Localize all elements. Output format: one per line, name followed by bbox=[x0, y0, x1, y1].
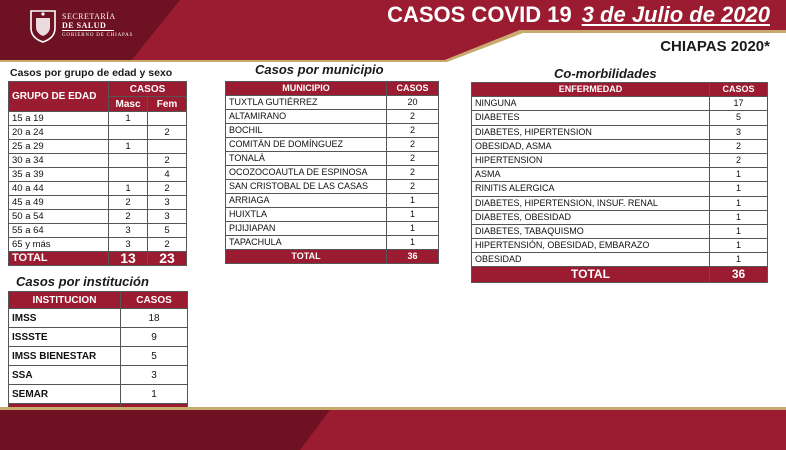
disease-name-cell: DIABETES, HIPERTENSION, INSUF. RENAL bbox=[472, 196, 710, 210]
table-row bbox=[472, 125, 768, 139]
table-row bbox=[472, 153, 768, 167]
table-row bbox=[9, 140, 187, 154]
disease-cases-cell: 2 bbox=[710, 153, 768, 167]
age-group-cell: 40 a 44 bbox=[9, 182, 109, 196]
institution-title: Casos por institución bbox=[16, 274, 149, 289]
municipality-name-cell: OCOZOCOAUTLA DE ESPINOSA bbox=[226, 166, 387, 180]
age-group-cell: 65 y más bbox=[9, 238, 109, 252]
disease-cases-cell: 3 bbox=[710, 125, 768, 139]
table-row bbox=[9, 347, 188, 366]
municipality-cases-cell: 2 bbox=[387, 152, 439, 166]
comorbidities-table bbox=[471, 82, 768, 283]
table-row bbox=[472, 196, 768, 210]
municipality-cases-cell: 2 bbox=[387, 138, 439, 152]
table-row bbox=[472, 182, 768, 196]
municipality-name-cell: TAPACHULA bbox=[226, 236, 387, 250]
institution-name-cell: SEMAR bbox=[9, 385, 121, 404]
male-cases-cell: 1 bbox=[109, 112, 148, 126]
female-cases-cell: 3 bbox=[148, 196, 187, 210]
age-total-label: TOTAL bbox=[9, 252, 109, 266]
age-group-cell: 50 a 54 bbox=[9, 210, 109, 224]
disease-cases-cell: 17 bbox=[710, 97, 768, 111]
table-row bbox=[472, 210, 768, 224]
municipality-cases-cell: 2 bbox=[387, 110, 439, 124]
disease-cases-cell: 1 bbox=[710, 182, 768, 196]
disease-cases-cell: 1 bbox=[710, 253, 768, 267]
municipality-name-cell: COMITÁN DE DOMÍNGUEZ bbox=[226, 138, 387, 152]
male-cases-cell: 3 bbox=[109, 224, 148, 238]
table-row bbox=[226, 166, 439, 180]
comorbidities-total-row bbox=[472, 267, 768, 283]
col-disease: ENFERMEDAD bbox=[472, 83, 710, 97]
table-row bbox=[226, 194, 439, 208]
municipality-cases-cell: 1 bbox=[387, 194, 439, 208]
municipality-cases-cell: 2 bbox=[387, 180, 439, 194]
col-municipality: MUNICIPIO bbox=[226, 82, 387, 96]
disease-name-cell: ASMA bbox=[472, 168, 710, 182]
table-row bbox=[226, 236, 439, 250]
col-cases: CASOS bbox=[387, 82, 439, 96]
table-row bbox=[226, 208, 439, 222]
female-cases-cell: 5 bbox=[148, 224, 187, 238]
disease-name-cell: OBESIDAD bbox=[472, 253, 710, 267]
male-cases-cell: 2 bbox=[109, 210, 148, 224]
age-sex-title: Casos por grupo de edad y sexo bbox=[10, 67, 173, 79]
comorbidities-total-label: TOTAL bbox=[472, 267, 710, 283]
comorbidities-total-value: 36 bbox=[710, 267, 768, 283]
female-cases-cell: 2 bbox=[148, 126, 187, 140]
table-row bbox=[9, 168, 187, 182]
table-row bbox=[9, 112, 187, 126]
age-total-row bbox=[9, 252, 187, 266]
disease-name-cell: RINITIS ALERGICA bbox=[472, 182, 710, 196]
male-cases-cell: 1 bbox=[109, 140, 148, 154]
table-row bbox=[9, 154, 187, 168]
municipality-name-cell: SAN CRISTOBAL DE LAS CASAS bbox=[226, 180, 387, 194]
logo-text-line3: GOBIERNO DE CHIAPAS bbox=[62, 33, 134, 38]
municipality-cases-cell: 1 bbox=[387, 222, 439, 236]
comorbidities-title: Co-morbilidades bbox=[554, 66, 657, 81]
table-row bbox=[9, 210, 187, 224]
table-row bbox=[472, 224, 768, 238]
age-sex-table bbox=[8, 81, 187, 266]
table-row bbox=[226, 110, 439, 124]
municipality-name-cell: ALTAMIRANO bbox=[226, 110, 387, 124]
col-male: Masc bbox=[109, 97, 148, 112]
table-row bbox=[9, 182, 187, 196]
age-group-cell: 25 a 29 bbox=[9, 140, 109, 154]
age-group-cell: 45 a 49 bbox=[9, 196, 109, 210]
table-row bbox=[9, 238, 187, 252]
disease-name-cell: DIABETES, OBESIDAD bbox=[472, 210, 710, 224]
institution-name-cell: SSA bbox=[9, 366, 121, 385]
disease-cases-cell: 1 bbox=[710, 210, 768, 224]
state-label: CHIAPAS 2020* bbox=[660, 38, 770, 55]
male-cases-cell bbox=[109, 154, 148, 168]
table-row bbox=[226, 138, 439, 152]
female-cases-cell bbox=[148, 140, 187, 154]
age-group-cell: 55 a 64 bbox=[9, 224, 109, 238]
male-cases-cell: 2 bbox=[109, 196, 148, 210]
institution-name-cell: IMSS bbox=[9, 309, 121, 328]
table-row bbox=[472, 111, 768, 125]
municipality-name-cell: HUIXTLA bbox=[226, 208, 387, 222]
male-cases-cell: 1 bbox=[109, 182, 148, 196]
municipality-name-cell: BOCHIL bbox=[226, 124, 387, 138]
table-row bbox=[472, 239, 768, 253]
age-header-row bbox=[9, 82, 187, 97]
municipality-name-cell: TUXTLA GUTIÉRREZ bbox=[226, 96, 387, 110]
female-cases-cell: 4 bbox=[148, 168, 187, 182]
female-cases-cell: 2 bbox=[148, 182, 187, 196]
municipality-title: Casos por municipio bbox=[255, 62, 384, 77]
col-age-group: GRUPO DE EDAD bbox=[9, 82, 109, 112]
institution-cases-cell: 18 bbox=[121, 309, 188, 328]
municipality-total-value: 36 bbox=[387, 250, 439, 264]
disease-name-cell: DIABETES bbox=[472, 111, 710, 125]
title-text: CASOS COVID 19 bbox=[387, 2, 572, 27]
col-institution: INSTITUCION bbox=[9, 292, 121, 309]
logo-text-line1: SECRETARÍA bbox=[62, 12, 116, 21]
institution-cases-cell: 1 bbox=[121, 385, 188, 404]
disease-name-cell: HIPERTENSION bbox=[472, 153, 710, 167]
table-row bbox=[226, 124, 439, 138]
municipality-total-label: TOTAL bbox=[226, 250, 387, 264]
logo-text-line2: DE SALUD bbox=[62, 21, 107, 30]
municipality-cases-cell: 2 bbox=[387, 166, 439, 180]
table-row bbox=[226, 96, 439, 110]
female-cases-cell: 3 bbox=[148, 210, 187, 224]
col-cases: CASOS bbox=[109, 82, 187, 97]
municipality-total-row bbox=[226, 250, 439, 264]
disease-name-cell: DIABETES, HIPERTENSION bbox=[472, 125, 710, 139]
comorbidities-header-row bbox=[472, 83, 768, 97]
col-cases: CASOS bbox=[121, 292, 188, 309]
municipality-header-row bbox=[226, 82, 439, 96]
disease-cases-cell: 1 bbox=[710, 239, 768, 253]
disease-name-cell: DIABETES, TABAQUISMO bbox=[472, 224, 710, 238]
institution-cases-cell: 5 bbox=[121, 347, 188, 366]
table-row bbox=[472, 139, 768, 153]
male-cases-cell: 3 bbox=[109, 238, 148, 252]
table-row bbox=[472, 168, 768, 182]
municipality-rows bbox=[226, 96, 439, 250]
institution-rows bbox=[9, 309, 188, 404]
table-row bbox=[226, 222, 439, 236]
institution-name-cell: ISSSTE bbox=[9, 328, 121, 347]
table-row bbox=[9, 366, 188, 385]
institution-header-row bbox=[9, 292, 188, 309]
disease-cases-cell: 1 bbox=[710, 168, 768, 182]
table-row bbox=[9, 328, 188, 347]
institution-cases-cell: 9 bbox=[121, 328, 188, 347]
age-total-female: 23 bbox=[148, 252, 187, 266]
table-row bbox=[472, 253, 768, 267]
footer-band bbox=[0, 404, 786, 450]
female-cases-cell: 2 bbox=[148, 238, 187, 252]
disease-name-cell: NINGUNA bbox=[472, 97, 710, 111]
table-row bbox=[472, 97, 768, 111]
disease-cases-cell: 1 bbox=[710, 224, 768, 238]
municipality-name-cell: PIJIJIAPAN bbox=[226, 222, 387, 236]
table-row bbox=[9, 385, 188, 404]
table-row bbox=[226, 152, 439, 166]
report-date: 3 de Julio de 2020 bbox=[581, 2, 770, 27]
table-row bbox=[9, 196, 187, 210]
col-cases: CASOS bbox=[710, 83, 768, 97]
logo-divider bbox=[62, 30, 114, 31]
municipality-cases-cell: 20 bbox=[387, 96, 439, 110]
table-row bbox=[9, 309, 188, 328]
disease-cases-cell: 5 bbox=[710, 111, 768, 125]
municipality-name-cell: TONALÁ bbox=[226, 152, 387, 166]
comorbidities-rows bbox=[472, 97, 768, 267]
col-female: Fem bbox=[148, 97, 187, 112]
municipality-cases-cell: 2 bbox=[387, 124, 439, 138]
age-group-cell: 20 a 24 bbox=[9, 126, 109, 140]
table-row bbox=[226, 180, 439, 194]
municipality-name-cell: ARRIAGA bbox=[226, 194, 387, 208]
disease-name-cell: OBESIDAD, ASMA bbox=[472, 139, 710, 153]
age-group-cell: 35 a 39 bbox=[9, 168, 109, 182]
institution-cases-cell: 3 bbox=[121, 366, 188, 385]
disease-cases-cell: 1 bbox=[710, 196, 768, 210]
municipality-cases-cell: 1 bbox=[387, 236, 439, 250]
municipality-table bbox=[225, 81, 439, 264]
institution-name-cell: IMSS BIENESTAR bbox=[9, 347, 121, 366]
age-group-cell: 15 a 19 bbox=[9, 112, 109, 126]
table-row bbox=[9, 126, 187, 140]
state-coat-of-arms-icon bbox=[28, 8, 58, 44]
disease-cases-cell: 2 bbox=[710, 139, 768, 153]
age-rows bbox=[9, 112, 187, 252]
table-row bbox=[9, 224, 187, 238]
disease-name-cell: HIPERTENSIÓN, OBESIDAD, EMBARAZO bbox=[472, 239, 710, 253]
male-cases-cell bbox=[109, 168, 148, 182]
page-title bbox=[387, 2, 770, 28]
municipality-cases-cell: 1 bbox=[387, 208, 439, 222]
female-cases-cell bbox=[148, 112, 187, 126]
age-total-male: 13 bbox=[109, 252, 148, 266]
age-group-cell: 30 a 34 bbox=[9, 154, 109, 168]
female-cases-cell: 2 bbox=[148, 154, 187, 168]
male-cases-cell bbox=[109, 126, 148, 140]
